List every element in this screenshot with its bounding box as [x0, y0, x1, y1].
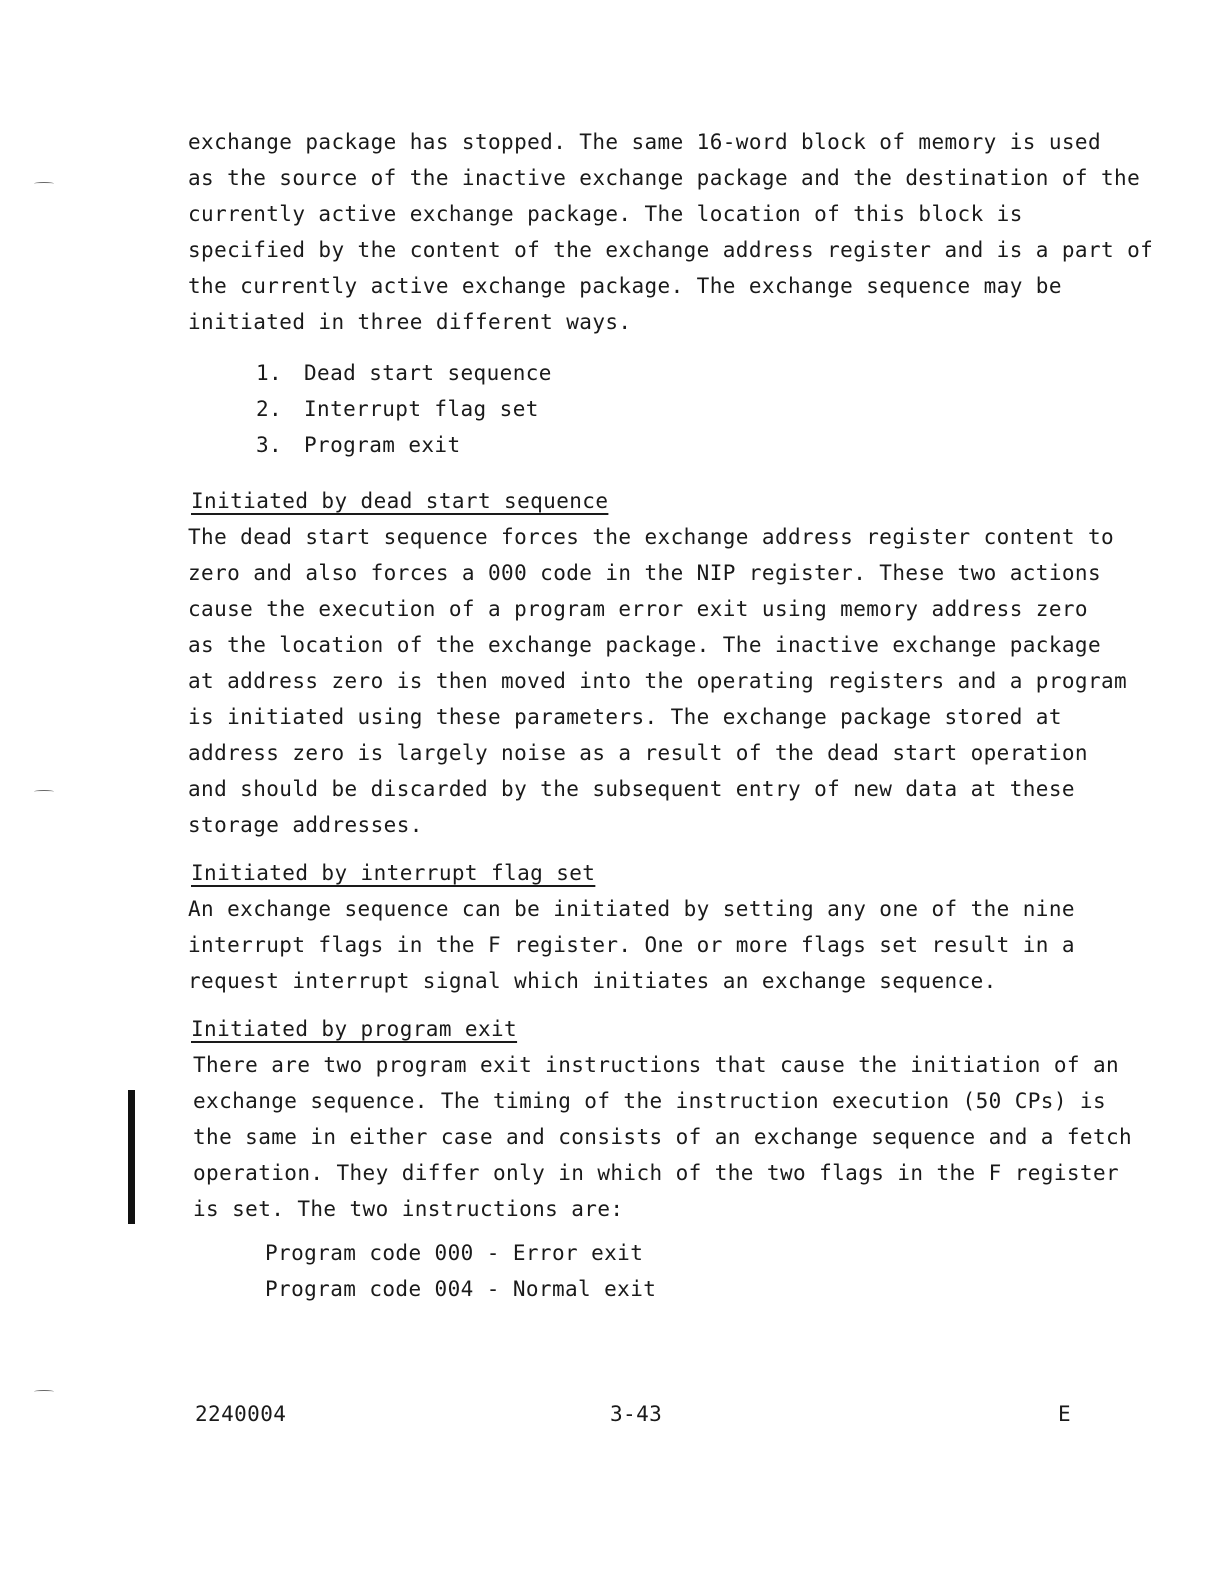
margin-mark — [34, 790, 54, 793]
interrupt-line: An exchange sequence can be initiated by setting any one of the nine — [188, 897, 1075, 921]
dead-start-line: address zero is largely noise as a result of the dead start operation — [188, 741, 1088, 765]
list-item-number: 1. — [256, 361, 283, 385]
list-item — [256, 391, 552, 427]
program-exit-line: operation. They differ only in which of the two flags in the F register — [193, 1161, 1120, 1185]
interrupt-heading: Initiated by interrupt flag set — [191, 861, 596, 885]
dead-start-line: zero and also forces a 000 code in the NIP register. These two actions — [188, 561, 1102, 585]
dead-start-line: and should be discarded by the subsequent entry of new data at these — [188, 777, 1075, 801]
program-code-item: Program code 000 - Error exit — [265, 1241, 644, 1265]
list-item-number: 3. — [256, 433, 283, 457]
footer-doc-number: 2240004 — [195, 1402, 287, 1426]
dead-start-paragraph — [188, 519, 1127, 843]
program-exit-line: the same in either case and consists of an exchange sequence and a fetch — [193, 1125, 1133, 1149]
program-exit-line: is set. The two instructions are: — [193, 1197, 624, 1221]
dead-start-line: at address zero is then moved into the operating registers and a program — [188, 669, 1128, 693]
margin-mark — [34, 1390, 54, 1393]
intro-line: exchange package has stopped. The same 16-word block of memory is used — [188, 130, 1102, 154]
dead-start-line: as the location of the exchange package. The inactive exchange package — [188, 633, 1102, 657]
margin-mark — [34, 182, 54, 185]
dead-start-line: is initiated using these parameters. The exchange package stored at — [188, 705, 1062, 729]
revision-change-bar — [128, 1090, 135, 1224]
program-exit-line: There are two program exit instructions that cause the initiation of an — [193, 1053, 1120, 1077]
program-codes-list — [265, 1235, 656, 1307]
list-item-label: Dead start sequence — [304, 361, 552, 385]
interrupt-line: interrupt flags in the F register. One or more flags set result in a — [188, 933, 1075, 957]
list-item-number: 2. — [256, 397, 283, 421]
program-code-item: Program code 004 - Normal exit — [265, 1277, 657, 1301]
interrupt-paragraph — [188, 891, 1075, 999]
footer-page-number: 3-43 — [610, 1402, 663, 1426]
intro-line: as the source of the inactive exchange package and the destination of the — [188, 166, 1141, 190]
intro-line: currently active exchange package. The location of this block is — [188, 202, 1023, 226]
dead-start-line: storage addresses. — [188, 813, 423, 837]
intro-paragraph — [188, 124, 1153, 340]
list-item — [256, 427, 552, 463]
initiation-methods-list — [256, 355, 552, 463]
dead-start-heading: Initiated by dead start sequence — [191, 489, 609, 513]
footer-revision: E — [1058, 1402, 1072, 1426]
interrupt-line: request interrupt signal which initiates an exchange sequence. — [188, 969, 997, 993]
list-item — [256, 355, 552, 391]
dead-start-line: The dead start sequence forces the exchange address register content to — [188, 525, 1115, 549]
dead-start-line: cause the execution of a program error exit using memory address zero — [188, 597, 1088, 621]
program-exit-heading: Initiated by program exit — [191, 1017, 518, 1041]
program-exit-paragraph — [193, 1047, 1132, 1227]
list-item-label: Program exit — [304, 433, 461, 457]
program-exit-line: exchange sequence. The timing of the instruction execution (50 CPs) is — [193, 1089, 1107, 1113]
intro-line: the currently active exchange package. The exchange sequence may be — [188, 274, 1062, 298]
intro-line: initiated in three different ways. — [188, 310, 632, 334]
list-item-label: Interrupt flag set — [304, 397, 539, 421]
intro-line: specified by the content of the exchange address register and is a part of — [188, 238, 1154, 262]
